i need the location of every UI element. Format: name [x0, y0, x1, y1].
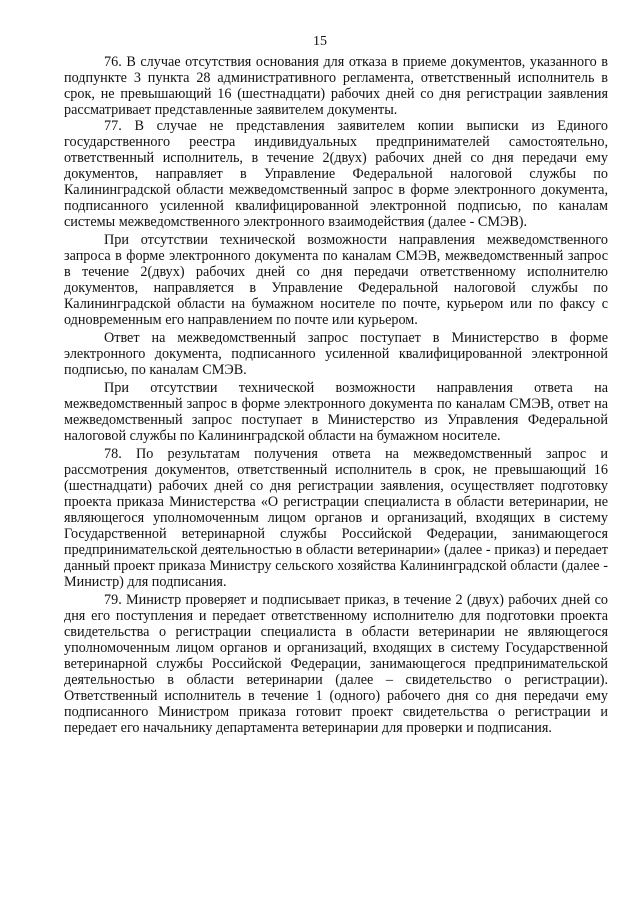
page-number: 15: [313, 34, 327, 49]
document-body: [64, 54, 608, 736]
paragraph-78: 78. По результатам получения ответа на межведомственный запрос и рассмотрения документов, ответственный исполнитель в срок, не превышающий 16 (шестнадцати) рабочих дней со дня регистрации заявления, осуществляет подготовку проекта приказа Министерства «О регистрации специалиста в области ветеринарии, не являющегося уполномоченным лицом органов и организаций, входящих в систему Государственной ветеринарной службы Российской Федерации, занимающегося предпринимательской деятельностью в области ветеринарии» (далее - приказ) и передает данный проект приказа Министру сельского хозяйства Калининградской области (далее - Министр) для подписания.: [64, 446, 608, 590]
paragraph-76: 76. В случае отсутствия основания для отказа в приеме документов, указанного в подпункте 3 пункта 28 административного регламента, ответственный исполнитель в срок, не превышающий 16 (шестнадцати) рабочих дней со дня регистрации заявления рассматривает представленные заявителем документы.: [64, 54, 608, 118]
paragraph-77-no-technical-possibility: При отсутствии технической возможности направления межведомственного запроса в форме электронного документа по каналам СМЭВ, межведомственный запрос в течение 2(двух) рабочих дней со дня передачи ответственному исполнителю документов, направляется в Управление Федеральной налоговой службы по Калининградской области на бумажном носителе по почте, курьером или по факсу с одновременным его направлением по почте или курьером.: [64, 232, 608, 328]
paragraph-77: 77. В случае не представления заявителем копии выписки из Единого государственного реестра индивидуальных предпринимателей самостоятельно, ответственный исполнитель, в течение 2(двух) рабочих дней со дня передачи ему документов, направляет в Управление Федеральной налоговой службы по Калининградской области межведомственный запрос в форме электронного документа, подписанного усиленной квалифицированной электронной подписью, по каналам системы межведомственного электронного взаимодействия (далее - СМЭВ).: [64, 118, 608, 230]
paragraph-79: 79. Министр проверяет и подписывает приказ, в течение 2 (двух) рабочих дней со дня его поступления и передает ответственному исполнителю для подготовки проекта свидетельства о регистрации специалиста в области ветеринарии не являющегося уполномоченным лицом органов и организаций, входящих в систему Государственной ветеринарной службы Российской Федерации, занимающегося предпринимательской деятельностью в области ветеринарии (далее – свидетельство о регистрации). Ответственный исполнитель в течение 1 (одного) рабочего дня со дня передачи ему подписанного Министром приказа готовит проект свидетельства о регистрации и передает его начальнику департамента ветеринарии для проверки и подписания.: [64, 592, 608, 736]
paragraph-77-paper-response: При отсутствии технической возможности направления ответа на межведомственный запрос в форме электронного документа по каналам СМЭВ, ответ на межведомственный запрос поступает в Министерство из Управления Федеральной налоговой службы по Калининградской области на бумажном носителе.: [64, 380, 608, 444]
paragraph-77-response: Ответ на межведомственный запрос поступает в Министерство в форме электронного документа, подписанного усиленной квалифицированной электронной подписью, по каналам СМЭВ.: [64, 330, 608, 378]
